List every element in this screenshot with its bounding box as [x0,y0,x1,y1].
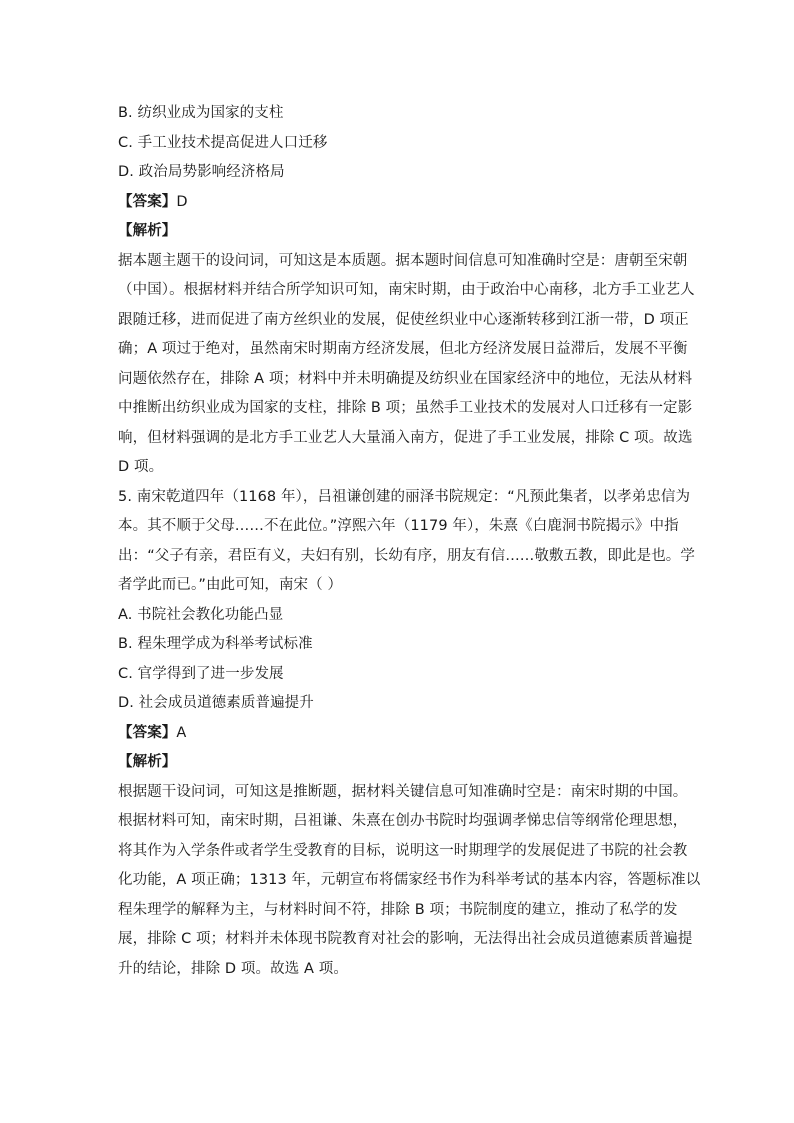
question-4-tail [118,99,695,483]
answer-label: 【答案】 [118,724,177,741]
analysis-line: 确；A 项过于绝对，虽然南宋时期南方经济发展，但北方经济发展日益滞后，发展不平衡 [118,341,688,357]
option-c: C. 官学得到了进一步发展 [118,665,284,682]
analysis-line: 展，排除 C 项；材料并未体现书院教育对社会的影响，无法得出社会成员道德素质普遍提 [118,931,693,947]
analysis-line: 升的结论，排除 D 项。故选 A 项。 [118,960,348,977]
document-page [118,99,701,984]
stem-line: 本。其不顺于父母……不在此位。”淳熙六年（1179 年），朱熹《白鹿洞书院揭示》中指 [118,518,679,534]
analysis-line: 问题依然存在，排除 A 项；材料中并未明确提及纺织业在国家经济中的地位，无法从材料 [118,370,693,387]
answer-label: 【答案】 [118,193,177,210]
answer-line [118,188,678,218]
analysis-label: 【解析】 [118,223,177,239]
stem-line: 5. 南宋乾道四年（1168 年），吕祖谦创建的丽泽书院规定：“凡预此集者，以孝弟忠信为 [118,488,691,505]
option-d: D. 政治局势影响经济格局 [118,164,285,180]
analysis-line: 中推断出纺织业成为国家的支柱，排除 B 项；虽然手工业技术的发展对人口迁移有一定影 [118,400,693,416]
analysis-line: （中国）。根据材料并结合所学知识可知，南宋时期，由于政治中心南移，北方手工业艺人 [118,282,695,298]
stem-line: 者学此而已。”由此可知，南宋（ ） [118,577,343,593]
analysis-line: 程朱理学的解释为主，与材料时间不符，排除 B 项；书院制度的建立，推动了私学的发 [118,901,678,918]
option-d: D. 社会成员道德素质普遍提升 [118,695,314,711]
analysis-line: 化功能，A 项正确；1313 年，元朝宣布将儒家经书作为科举考试的基本内容，答题标准以 [118,872,701,888]
analysis-line: 根据题干设问词，可知这是推断题，据材料关键信息可知准确时空是：南宋时期的中国。 [118,783,688,800]
analysis-line: 跟随迁移，进而促进了南方丝织业的发展，促使丝织业中心逐渐转移到江浙一带，D 项正 [118,311,689,328]
analysis-text [118,247,695,483]
analysis-line: D 项。 [118,459,164,475]
option-b: B. 程朱理学成为科举考试标准 [118,636,313,652]
analysis-line: 据本题主题干的设问词，可知这是本质题。据本题时间信息可知准确时空是：唐朝至宋朝 [118,252,688,269]
analysis-line: 响，但材料强调的是北方手工业艺人大量涌入南方，促进了手工业发展，排除 C 项。故选 [118,429,693,446]
answer-value: A [176,724,187,741]
analysis-line: 根据材料可知，南宋时期，吕祖谦、朱熹在创办书院时均强调孝悌忠信等纲常伦理思想， [118,813,688,829]
stem-line: 出：“父子有亲，君臣有义，夫妇有别，长幼有序，朋友有信……敬敷五教，即此是也。学 [118,547,696,564]
answer-value: D [176,193,188,210]
option-b: B. 纺织业成为国家的支柱 [118,105,284,121]
analysis-text [118,778,701,985]
option-a: A. 书院社会教化功能凸显 [118,606,284,623]
answer-line [118,719,678,749]
analysis-line: 将其作为入学条件或者学生受教育的目标，说明这一时期理学的发展促进了书院的社会教 [118,842,688,859]
option-c: C. 手工业技术提高促进人口迁移 [118,134,328,151]
question-5 [118,483,701,985]
analysis-label: 【解析】 [118,754,177,770]
question-stem [118,483,696,601]
